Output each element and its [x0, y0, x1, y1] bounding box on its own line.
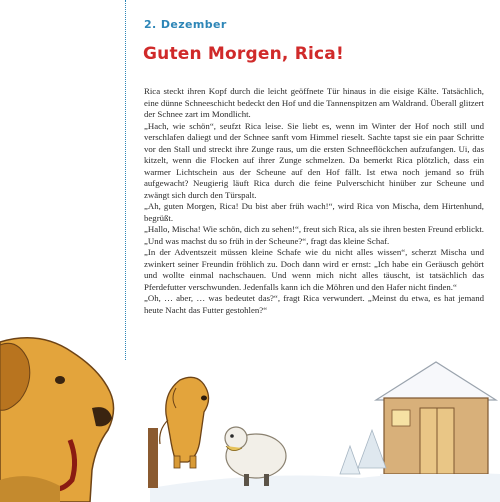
snow-ground	[150, 473, 500, 502]
story-paragraph: Rica steckt ihren Kopf durch die leicht geöffnete Tür hinaus in die eisige Kälte. Tatsächlich, eine dünne Schneeschicht bedeckt den Hof und die Tannenspitzen am Waldrand. Überall glitzert der Schnee zart im Mondlicht.	[144, 86, 484, 119]
chapter-title: Guten Morgen, Rica!	[143, 44, 344, 64]
story-paragraph: „Oh, … aber, … was bedeutet das?“, fragt Rica verwundert. „Meinst du etwa, es hat jemand heute Nacht das Futter gestohlen?“	[144, 293, 484, 315]
snow-trees	[340, 430, 386, 474]
story-text	[144, 86, 484, 316]
fence-post	[148, 428, 158, 488]
story-paragraph: „Hach, wie schön“, seufzt Rica leise. Sie liebt es, wenn im Winter der Hof noch still und verschlafen daliegt und der Schnee sanft vom Himmel rieselt. Sachte tapst sie ein paar Schritte vor den Stall und streckt ihre Zunge raus, um die ersten Schneeflöckchen aufzufangen. Ui, das kitzelt, wenn die Flocken auf ihrer Zunge schmelzen. Da bemerkt Rica plötzlich, dass ein warmer Lichtschein aus der Scheune auf den Hof fällt. Ist etwa noch jemand so früh aufgewacht? Neugierig läuft Rica durch die feine Pulverschicht hinüber zur Scheune und zwängt sich durch den Türspalt.	[144, 120, 484, 200]
chapter-date: 2. Dezember	[144, 18, 227, 31]
sheep	[225, 427, 286, 486]
dog-large	[0, 338, 114, 502]
margin-dotted-line	[125, 0, 126, 360]
story-paragraph: „In der Adventszeit müssen kleine Schafe wie du nicht alles wissen“, scherzt Mischa und zwinkert seiner Freundin fröhlich zu. Doch dann wird er ernst: „Ich habe ein Geräusch gehört und wollte einmal nachschauen. Und wenn mich nicht alles täuscht, ist tatsächlich das Pferdefutter verschwunden. Jedenfalls kann ich die Möhren und den Hafer nicht finden.“	[144, 247, 484, 292]
story-paragraph: „Ah, guten Morgen, Rica! Du bist aber früh wach!“, wird Rica von Mischa, dem Hirtenhund, begrüßt.	[144, 201, 484, 223]
dog-small	[160, 377, 209, 468]
barn	[376, 362, 496, 480]
story-paragraph: „Hallo, Mischa! Wie schön, dich zu sehen!“, freut sich Rica, als sie ihren besten Freund erblickt. „Und was machst du so früh in der Scheune?“, fragt das kleine Schaf.	[144, 224, 485, 246]
